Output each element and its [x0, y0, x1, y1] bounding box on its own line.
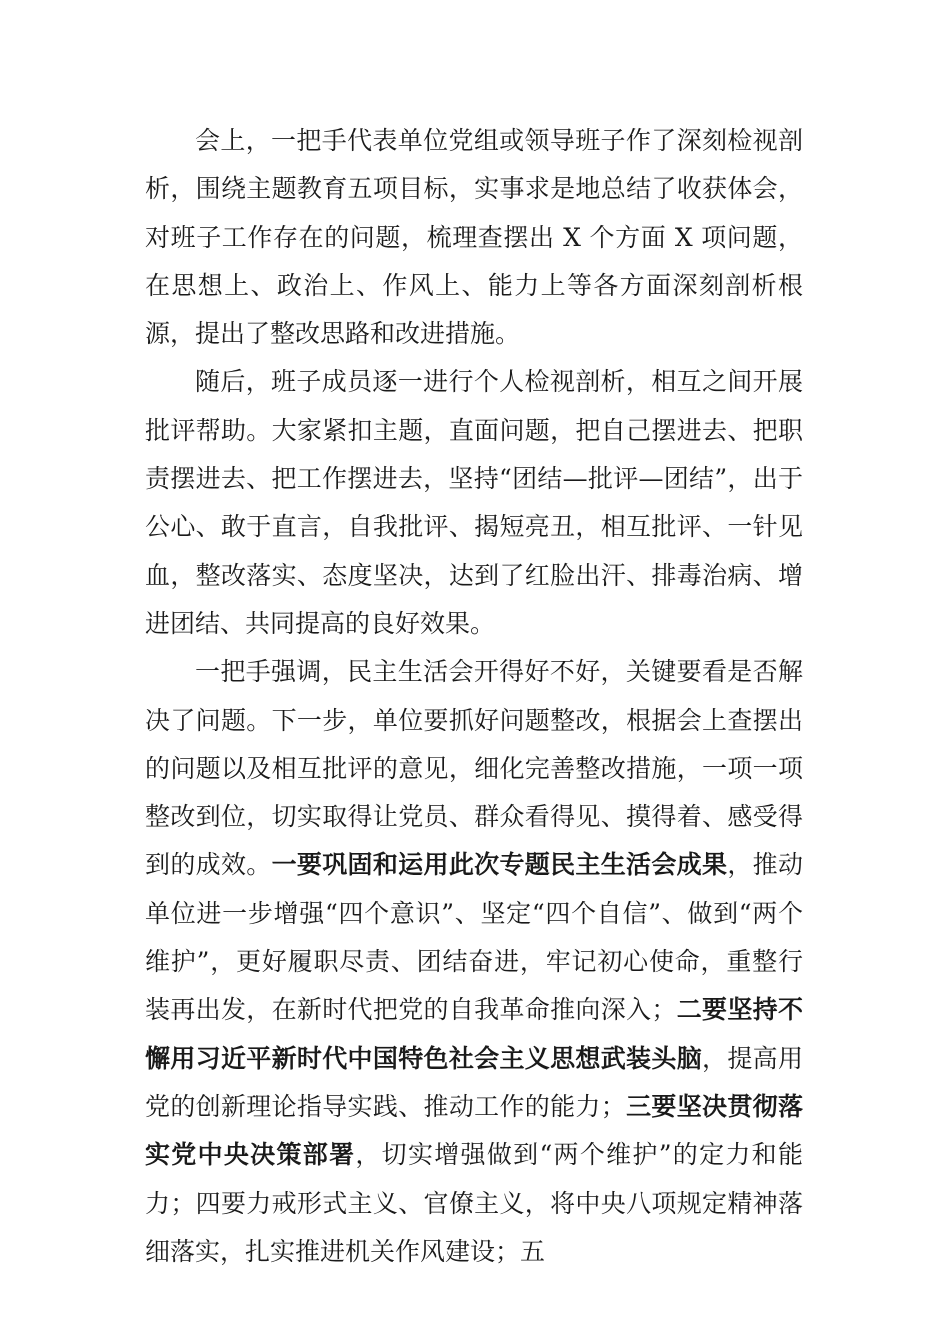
requirement-two-heading: 二要坚持不懈用习近平新时代中国特色社会主义思想武装头脑: [145, 995, 803, 1073]
paragraph-text: ，切实增强做到“两个维护”的定力和能力；四要力戒形式主义、官僚主义，将中央八项规定精神落细落实，扎实推进机关作风建设；五: [145, 1140, 803, 1266]
requirement-three-heading: 三要坚决贯彻落实党中央决策部署: [145, 1091, 803, 1170]
paragraph-meeting-review: [145, 117, 803, 358]
paragraph-leader-emphasis: [145, 648, 803, 1276]
paragraph-text: 随后，班子成员逐一进行个人检视剖析，相互之间开展批评帮助。大家紧扣主题，直面问题，把自己摆进去、把职责摆进去、把工作摆进去，坚持“团结—批评—团结”，出于公心、敢于直言，自我批评、揭短亮丑，相互批评、一针见血，整改落实、态度坚决，达到了红脸出汗、排毒治病、增进团结、共同提高的良好效果。: [145, 367, 803, 638]
paragraph-text: 一把手强调，民主生活会开得好不好，关键要看是否解决了问题。下一步，单位要抓好问题整改，根据会上查摆出的问题以及相互批评的意见，细化完善整改措施，一项一项整改到位，切实取得让党员、群众看得见、摸得着、感受得到的成效。: [145, 657, 803, 880]
requirement-one-heading: 一要巩固和运用此次专题民主生活会成果: [271, 850, 728, 880]
paragraph-text: 会上，一把手代表单位党组或领导班子作了深刻检视剖析，围绕主题教育五项目标，实事求是地总结了收获体会，对班子工作存在的问题，梳理查摆出 X 个方面 X 项问题，在思想上、政治上、作风上、能力上等各方面深刻剖析根源，提出了整改思路和改进措施。: [145, 126, 803, 349]
paragraph-member-criticism: [145, 358, 803, 648]
paragraph-text: ，提高用党的创新理论指导实践、推动工作的能力；: [145, 1043, 803, 1121]
paragraph-text: ，推动单位进一步增强“四个意识”、坚定“四个自信”、做到“两个维护”，更好履职尽责、团结奋进，牢记初心使命，重整行装再出发，在新时代把党的自我革命推向深入；: [145, 850, 803, 1025]
document-body: [145, 117, 803, 1276]
